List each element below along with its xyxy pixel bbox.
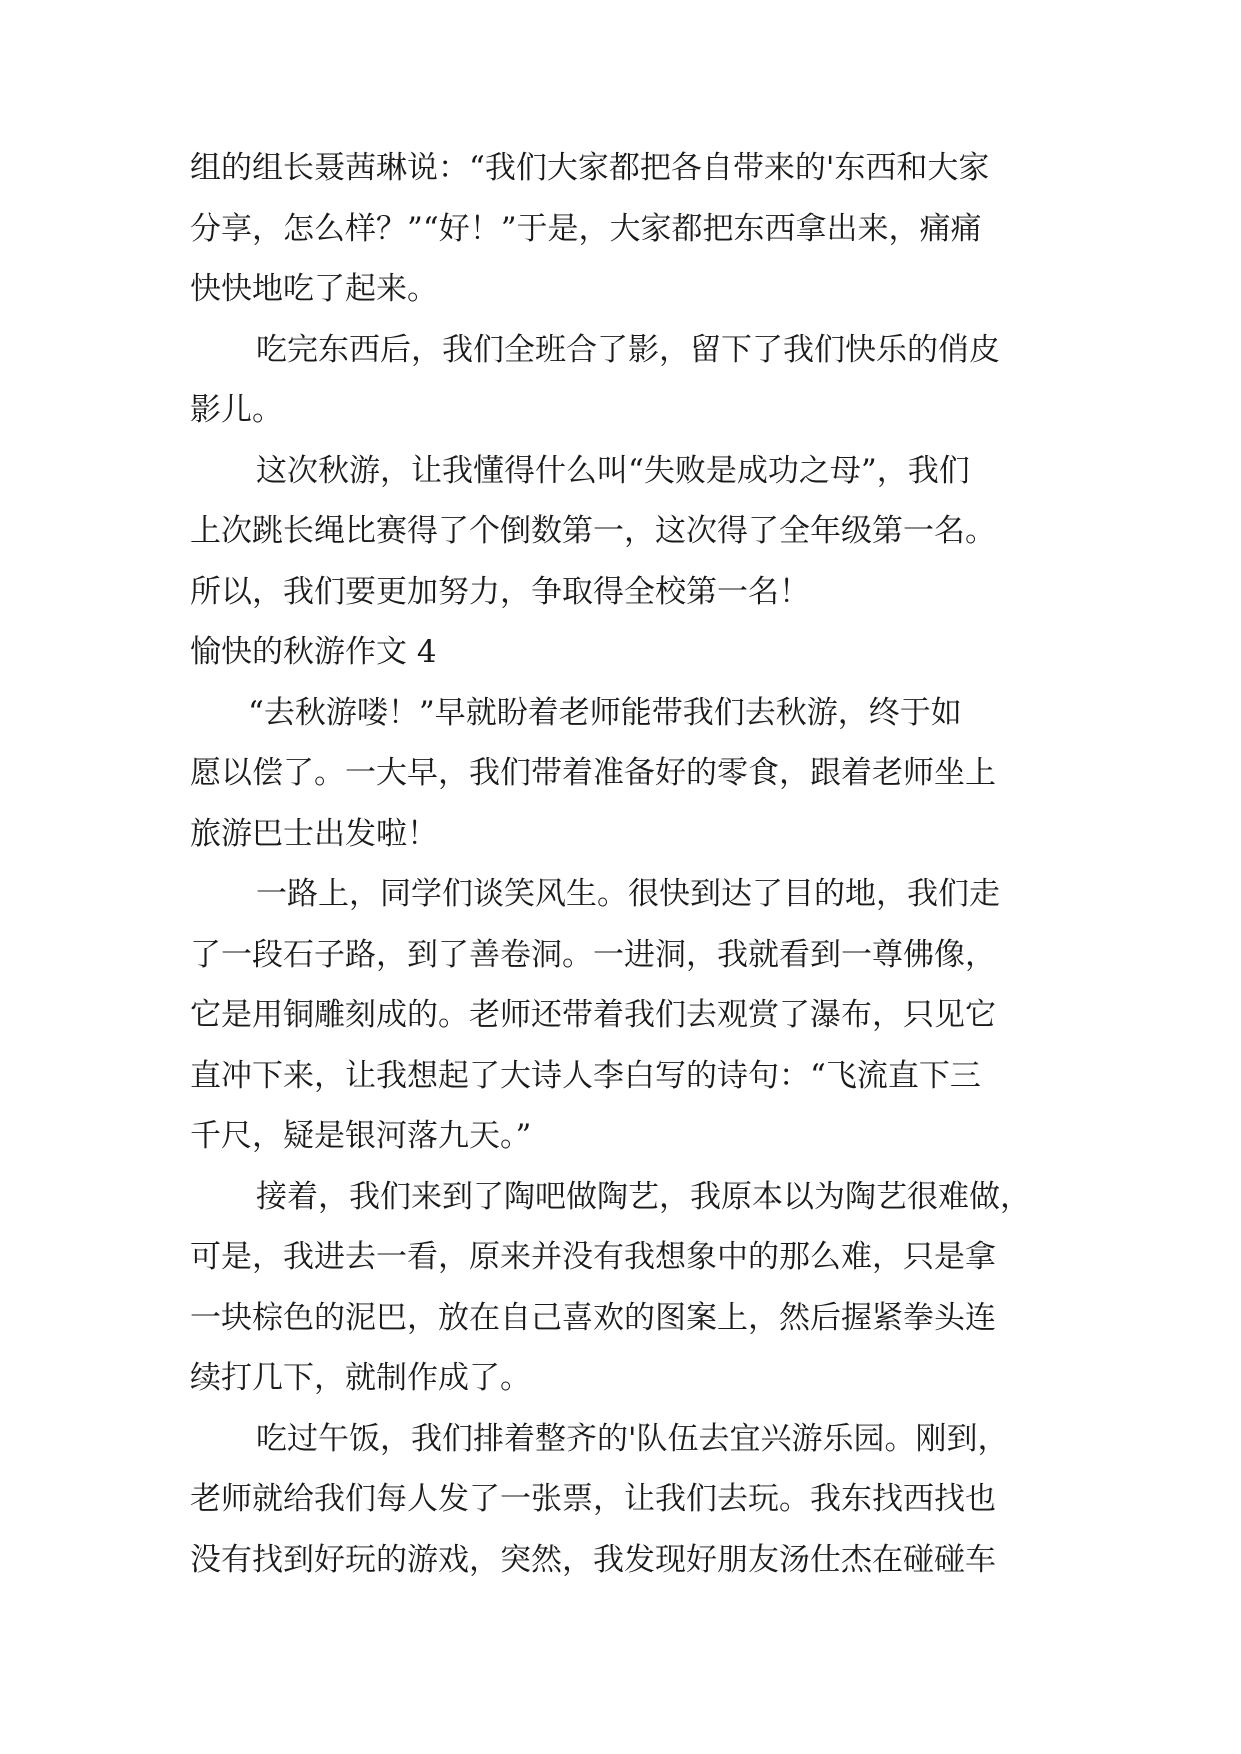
- text-line: 一块棕色的泥巴，放在自己喜欢的图案上，然后握紧拳头连: [190, 1299, 996, 1336]
- text-line: 千尺，疑是银河落九天。”: [190, 1118, 532, 1154]
- paragraph: [190, 441, 1060, 623]
- paragraph: [190, 320, 1060, 441]
- paragraph: [190, 1409, 1060, 1591]
- text-line: 影儿。: [190, 392, 283, 428]
- text-line: 可是，我进去一看，原来并没有我想象中的那么难，只是拿: [190, 1239, 996, 1275]
- text-line: 一路上，同学们谈笑风生。很快到达了目的地，我们走: [256, 876, 1000, 912]
- paragraph: [190, 864, 1060, 1167]
- text-line: 吃完东西后，我们全班合了影，留下了我们快乐的俏皮: [256, 331, 1000, 368]
- text-line: 续打几下，就制作成了。: [190, 1360, 531, 1396]
- text-line: “去秋游喽！”早就盼着老师能带我们去秋游，终于如: [248, 694, 962, 731]
- text-line: 所以，我们要更加努力，争取得全校第一名！: [190, 573, 810, 610]
- text-line: 它是用铜雕刻成的。老师还带着我们去观赏了瀑布，只见它: [190, 997, 996, 1033]
- text-line: 直冲下来，让我想起了大诗人李白写的诗句：“飞流直下三: [190, 1057, 981, 1094]
- text-line: 没有找到好玩的游戏，突然，我发现好朋友汤仕杰在碰碰车: [190, 1541, 996, 1578]
- text-line: 上次跳长绳比赛得了个倒数第一，这次得了全年级第一名。: [190, 513, 996, 549]
- text-line: 吃过午饭，我们排着整齐的'队伍去宜兴游乐园。刚到，: [256, 1420, 1009, 1457]
- paragraph: [190, 138, 1060, 320]
- text-line: 愿以偿了。一大早，我们带着准备好的零食，跟着老师坐上: [190, 755, 996, 791]
- text-line: 组的组长聂茜琳说：“我们大家都把各自带来的'东西和大家: [190, 150, 990, 186]
- text-line: 快快地吃了起来。: [190, 271, 438, 307]
- section-heading: 愉快的秋游作文 4: [190, 634, 437, 670]
- paragraph: [190, 1167, 1060, 1409]
- text-line: 旅游巴士出发啦！: [190, 815, 438, 852]
- document-body: [190, 138, 1060, 1590]
- text-line: 老师就给我们每人发了一张票，让我们去玩。我东找西找也: [190, 1481, 996, 1517]
- text-line: 这次秋游，让我懂得什么叫“失败是成功之母”，我们: [256, 452, 970, 489]
- text-line: 分享，怎么样？”“好！”于是，大家都把东西拿出来，痛痛: [190, 210, 982, 247]
- paragraph: [190, 683, 1060, 865]
- text-line: 了一段石子路，到了善卷洞。一进洞，我就看到一尊佛像，: [190, 936, 996, 973]
- text-line: 接着，我们来到了陶吧做陶艺，我原本以为陶艺很难做，: [256, 1178, 1031, 1215]
